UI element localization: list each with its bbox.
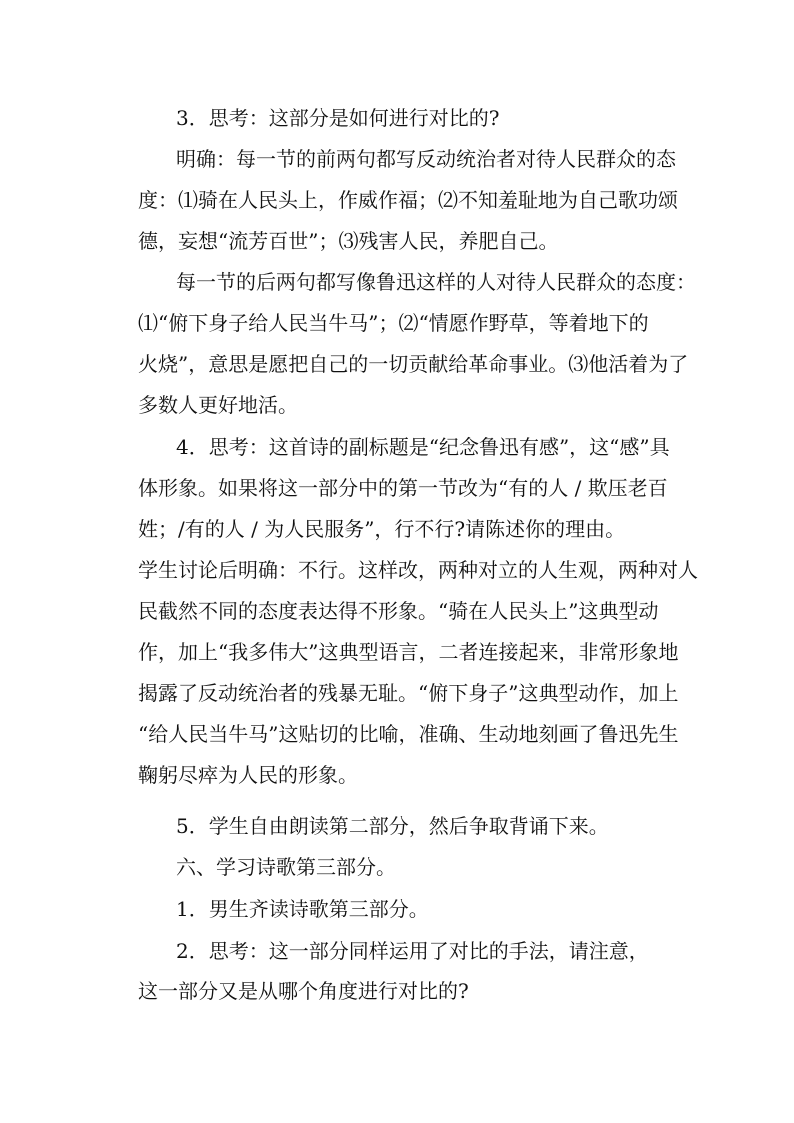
text-line-1: 3．思考：这部分是如何进行对比的? (176, 106, 500, 130)
text-line-22: 这一部分又是从哪个角度进行对比的? (138, 979, 469, 1003)
text-line-6: ⑴“俯下身子给人民当牛马”；⑵“情愿作野草，等着地下的 (138, 311, 649, 335)
text-line-2: 明确：每一节的前两句都写反动统治者对待人民群众的态 (176, 147, 676, 171)
text-line-8: 多数人更好地活。 (138, 393, 298, 417)
text-line-5: 每一节的后两句都写像鲁迅这样的人对待人民群众的态度： (176, 270, 696, 294)
text-line-19: 六、学习诗歌第三部分。 (176, 855, 396, 879)
text-line-16: “给人民当牛马”这贴切的比喻，准确、生动地刻画了鲁迅先生 (138, 722, 679, 746)
text-line-12: 学生讨论后明确：不行。这样改，两种对立的人生观，两种对人 (138, 558, 698, 582)
text-line-21: 2．思考：这一部分同样运用了对比的手法，请注意， (176, 939, 649, 963)
text-line-14: 作，加上“我多伟大”这典型语言，二者连接起来，非常形象地 (138, 640, 679, 664)
text-line-10: 体形象。如果将这一部分中的第一节改为“有的人 / 欺压老百 (138, 476, 668, 500)
text-line-17: 鞠躬尽瘁为人民的形象。 (138, 763, 358, 787)
text-line-11: 姓；/有的人 / 为人民服务”，行不行?请陈述你的理由。 (138, 517, 626, 541)
text-line-15: 揭露了反动统治者的残暴无耻。“俯下身子”这典型动作，加上 (138, 681, 679, 705)
text-line-7: 火烧”，意思是愿把自己的一切贡献给革命事业。⑶他活着为了 (138, 352, 689, 376)
text-line-3: 度：⑴骑在人民头上，作威作福；⑵不知羞耻地为自己歌功颂 (138, 188, 678, 212)
text-line-4: 德，妄想“流芳百世”；⑶残害人民，养肥自己。 (138, 229, 559, 253)
text-line-18: 5．学生自由朗读第二部分，然后争取背诵下来。 (176, 814, 609, 838)
text-line-20: 1．男生齐读诗歌第三部分。 (176, 897, 429, 921)
text-line-13: 民截然不同的态度表达得不形象。“骑在人民头上”这典型动 (138, 599, 659, 623)
text-line-9: 4．思考：这首诗的副标题是“纪念鲁迅有感”，这“感”具 (176, 435, 670, 459)
